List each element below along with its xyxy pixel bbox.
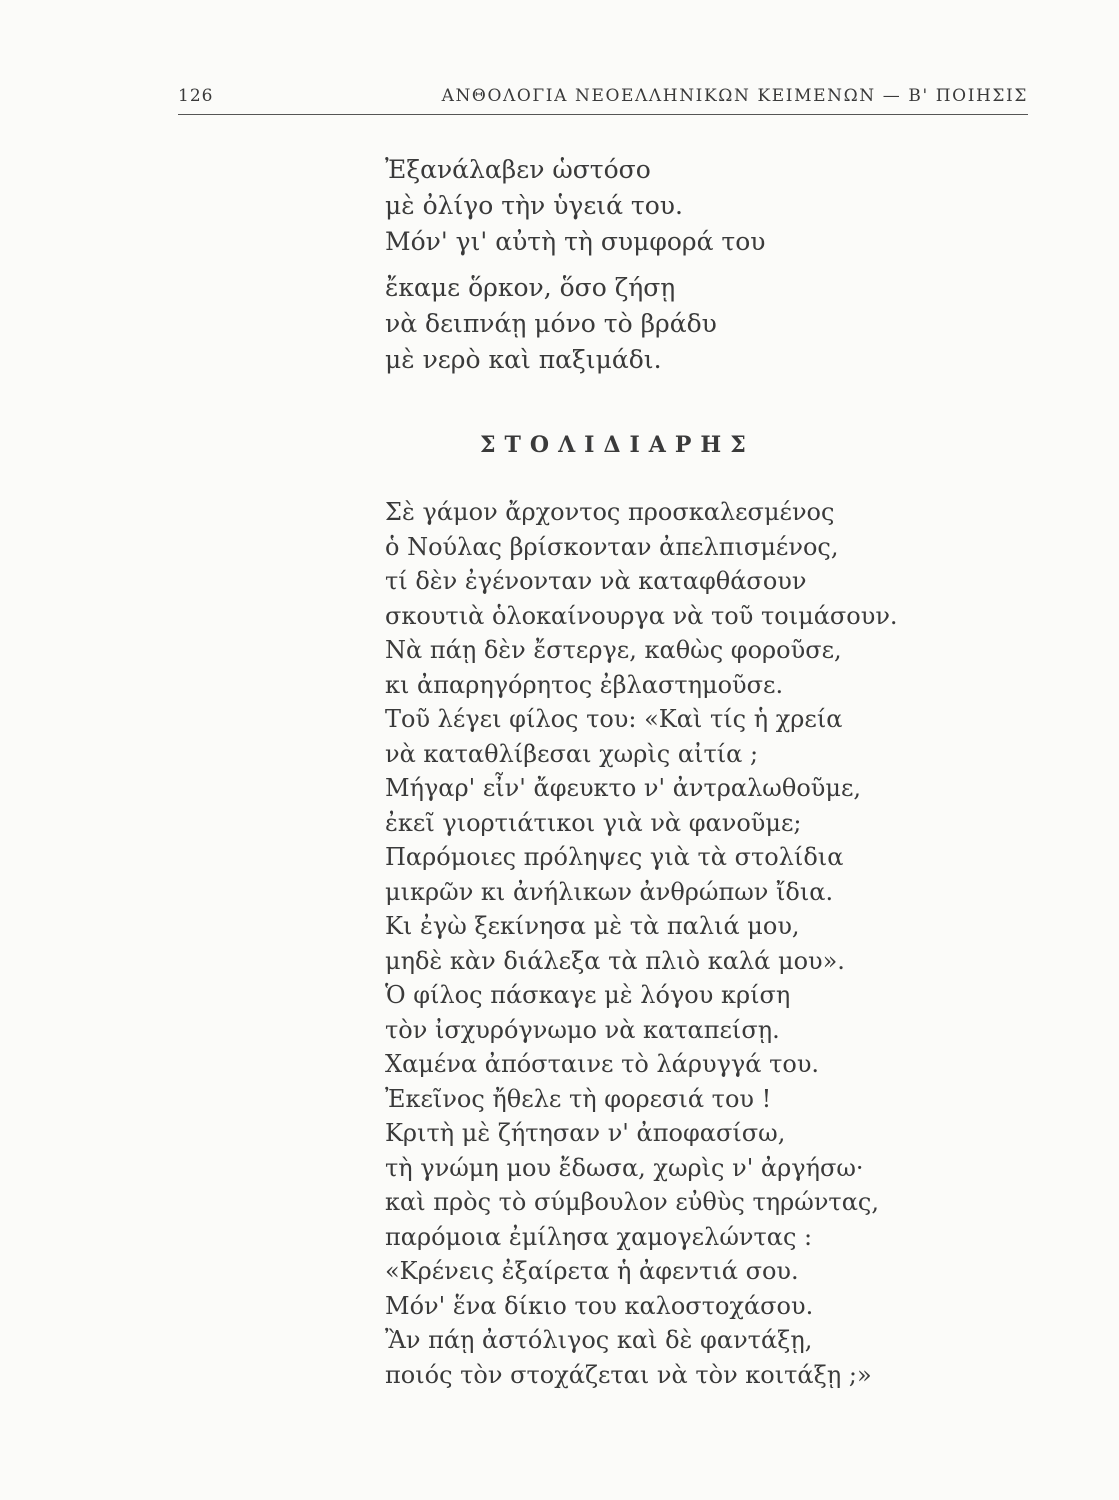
verse-line: μὲ ὀλίγο τὴν ὑγειά του. [385,191,683,220]
verse-line: ποιός τὸν στοχάζεται νὰ τὸν κοιτάξῃ ;» [385,1360,872,1389]
verse-line: τί δὲν ἐγένονταν νὰ καταφθάσουν [385,567,807,595]
verse-line: Μόν' γι' αὐτὴ τὴ συμφορά του [385,227,766,256]
verse-line: καὶ πρὸς τὸ σύμβουλον εὐθὺς τηρώντας, [385,1188,879,1216]
verse-line: νὰ καταθλίβεσαι χωρὶς αἰτία ; [385,739,759,768]
verse-line: Χαμένα ἀπόσταινε τὸ λάρυγγά του. [385,1050,820,1078]
verse-line: ὁ Νούλας βρίσκονταν ἀπελπισμένος, [385,532,839,561]
verse-line: «Κρένεις ἐξαίρετα ἡ ἀφεντιά σου. [385,1257,799,1285]
verse-line: τὴ γνώμη μου ἔδωσα, χωρὶς ν' ἀργήσω· [385,1153,864,1182]
verse-line: ἔκαμε ὅρκον, ὅσο ζήσῃ [385,273,676,302]
verse-line: Ἂν πάῃ ἀστόλιγος καὶ δὲ φαντάξῃ, [385,1326,813,1354]
verse-line: νὰ δειπνάῃ μόνο τὸ βράδυ [385,309,717,338]
poem-body [385,495,898,1392]
verse-line: Μόν' ἕνα δίκιο του καλοστοχάσου. [385,1291,814,1320]
verse-line: Ὁ φίλος πάσκαγε μὲ λόγου κρίση [385,981,791,1009]
verse-line: Σὲ γάμον ἄρχοντος προσκαλεσμένος [385,498,835,526]
verse-line: Κι ἐγὼ ξεκίνησα μὲ τὰ παλιά μου, [385,912,800,940]
verse-line: ἐκεῖ γιορτιάτικοι γιὰ νὰ φανοῦμε; [385,808,802,837]
header-rule [178,114,1028,115]
page-header [178,86,1028,114]
verse-line: Ἐκεῖνος ἤθελε τὴ φορεσιά του ! [385,1084,772,1113]
verse-line: Παρόμοιες πρόληψες γιὰ τὰ στολίδια [385,843,844,871]
verse-line: Μήγαρ' εἶν' ἄφευκτο ν' ἀντραλωθοῦμε, [385,774,862,802]
page-number: 126 [178,86,214,106]
verse-line: Ἐξανάλαβεν ὡστόσο [385,155,651,184]
verse-line: Νὰ πάῃ δὲν ἔστεργε, καθὼς φοροῦσε, [385,636,842,664]
running-head: ΑΝΘΟΛΟΓΙΑ ΝΕΟΕΛΛΗΝΙΚΩΝ ΚΕΙΜΕΝΩΝ — Β' ΠΟΙΗΣΙΣ [441,86,1028,106]
stanza-2 [385,270,717,378]
verse-line: μηδὲ κὰν διάλεξα τὰ πλιὸ καλά μου». [385,946,845,975]
verse-line: Τοῦ λέγει φίλος του: «Καὶ τίς ἡ χρεία [385,705,843,733]
stanza-1 [385,152,766,260]
verse-line: τὸν ἰσχυρόγνωμο νὰ καταπείσῃ. [385,1015,780,1044]
verse-line: μὲ νερὸ καὶ παξιμάδι. [385,345,662,374]
verse-line: κι ἀπαρηγόρητος ἐβλαστημοῦσε. [385,670,784,699]
poem-title: ΣΤΟΛΙΔΙΑΡΗΣ [480,432,755,458]
verse-line: μικρῶν κι ἀνήλικων ἀνθρώπων ἴδια. [385,877,834,906]
verse-line: παρόμοια ἐμίλησα χαμογελώντας : [385,1222,813,1251]
verse-line: σκουτιὰ ὁλοκαίνουργα νὰ τοῦ τοιμάσουν. [385,601,898,630]
verse-line: Κριτὴ μὲ ζήτησαν ν' ἀποφασίσω, [385,1119,786,1147]
